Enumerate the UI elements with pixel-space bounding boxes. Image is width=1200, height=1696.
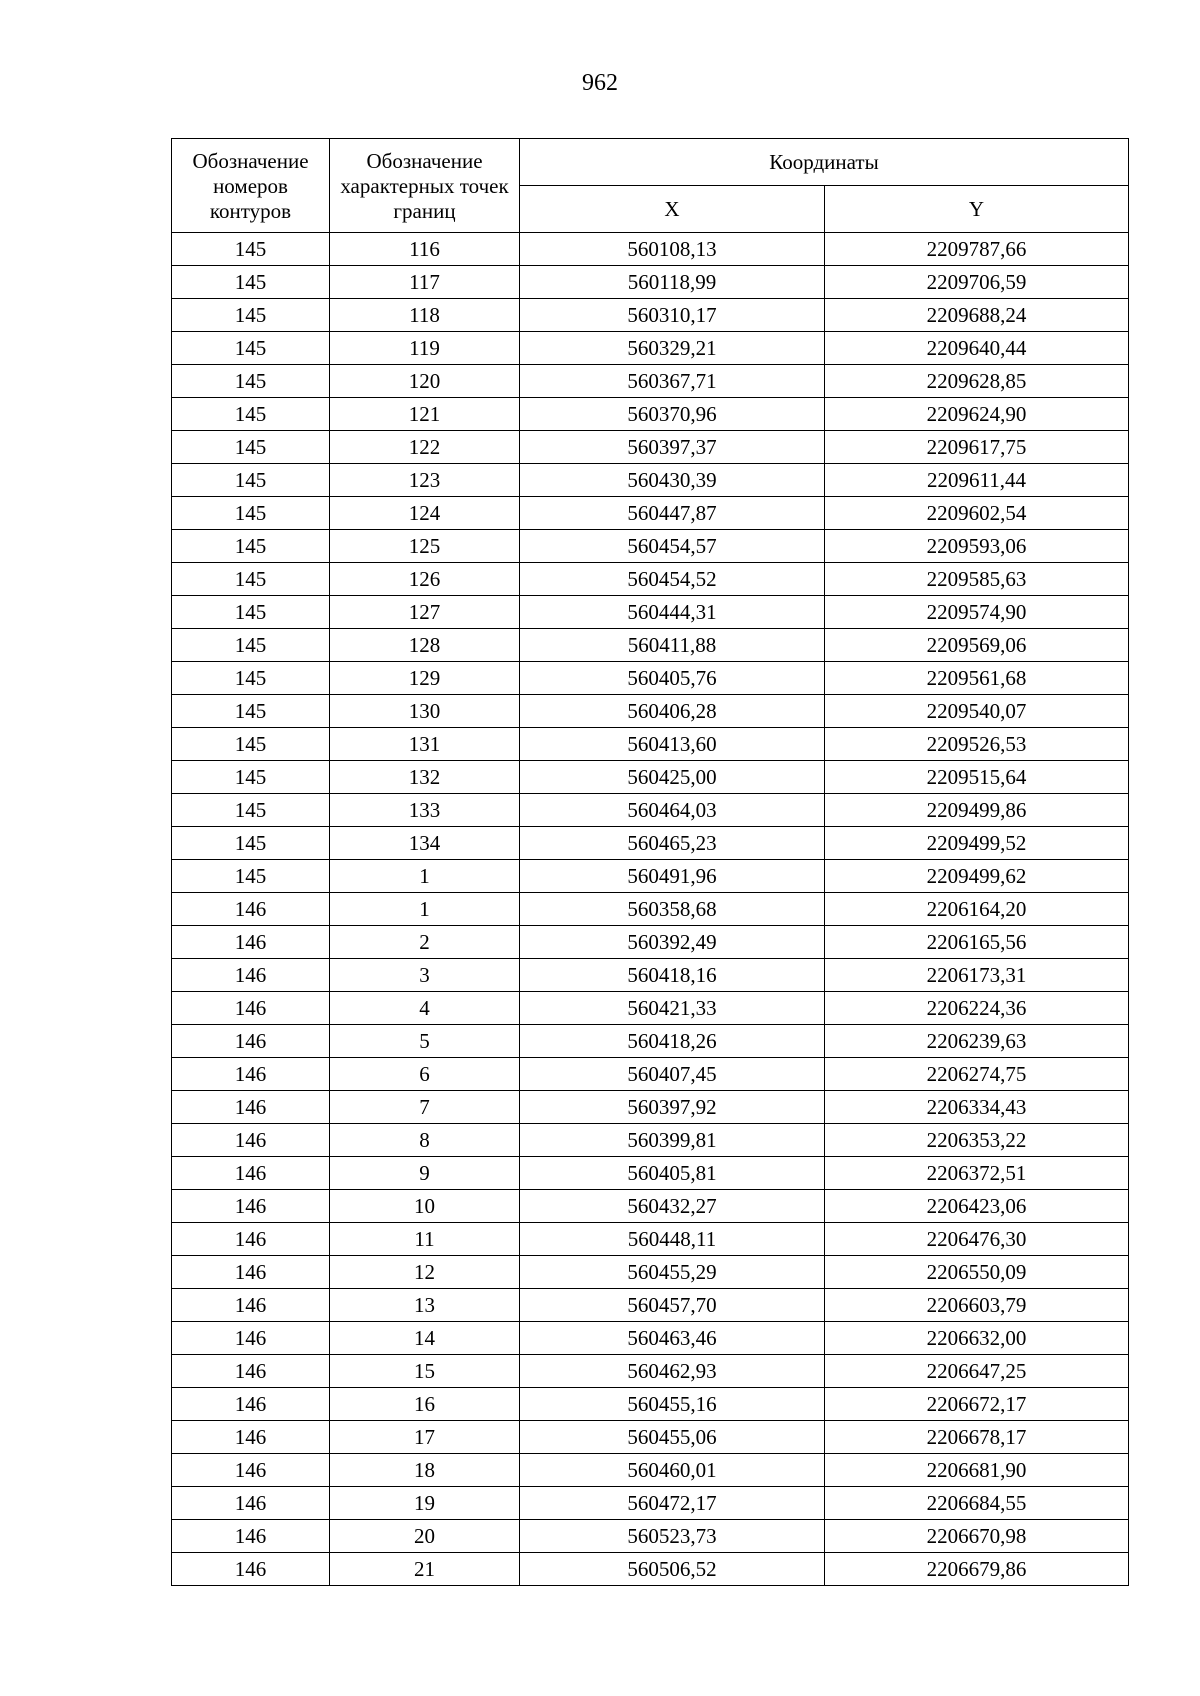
table-row	[172, 1157, 1129, 1190]
table-row	[172, 860, 1129, 893]
cell-point: 126	[330, 563, 520, 596]
table-row	[172, 959, 1129, 992]
header-boundary-points: Обозначение характерных точек границ	[330, 139, 520, 233]
table-row	[172, 1223, 1129, 1256]
cell-x: 560454,52	[520, 563, 825, 596]
cell-y: 2206632,00	[825, 1322, 1129, 1355]
table-row	[172, 398, 1129, 431]
coordinates-table	[171, 138, 1129, 1586]
cell-point: 13	[330, 1289, 520, 1322]
cell-contour: 146	[172, 1058, 330, 1091]
cell-y: 2209499,52	[825, 827, 1129, 860]
cell-contour: 145	[172, 299, 330, 332]
cell-point: 116	[330, 233, 520, 266]
cell-x: 560457,70	[520, 1289, 825, 1322]
table-row	[172, 827, 1129, 860]
cell-x: 560310,17	[520, 299, 825, 332]
cell-point: 125	[330, 530, 520, 563]
table-row	[172, 992, 1129, 1025]
cell-point: 7	[330, 1091, 520, 1124]
cell-y: 2209526,53	[825, 728, 1129, 761]
cell-point: 133	[330, 794, 520, 827]
cell-x: 560447,87	[520, 497, 825, 530]
cell-contour: 145	[172, 497, 330, 530]
cell-x: 560413,60	[520, 728, 825, 761]
cell-contour: 145	[172, 563, 330, 596]
cell-x: 560454,57	[520, 530, 825, 563]
table-row	[172, 1553, 1129, 1586]
cell-contour: 146	[172, 1157, 330, 1190]
cell-point: 123	[330, 464, 520, 497]
cell-x: 560462,93	[520, 1355, 825, 1388]
cell-y: 2206678,17	[825, 1421, 1129, 1454]
page-number: 962	[582, 70, 618, 96]
table-row	[172, 1487, 1129, 1520]
cell-contour: 145	[172, 596, 330, 629]
cell-point: 14	[330, 1322, 520, 1355]
cell-x: 560464,03	[520, 794, 825, 827]
cell-point: 2	[330, 926, 520, 959]
cell-x: 560472,17	[520, 1487, 825, 1520]
cell-contour: 145	[172, 464, 330, 497]
cell-y: 2206372,51	[825, 1157, 1129, 1190]
table-row	[172, 233, 1129, 266]
cell-y: 2206353,22	[825, 1124, 1129, 1157]
header-coordinates: Координаты	[520, 139, 1129, 186]
cell-contour: 145	[172, 431, 330, 464]
cell-point: 130	[330, 695, 520, 728]
cell-y: 2209787,66	[825, 233, 1129, 266]
cell-y: 2206476,30	[825, 1223, 1129, 1256]
cell-point: 124	[330, 497, 520, 530]
cell-x: 560329,21	[520, 332, 825, 365]
cell-point: 134	[330, 827, 520, 860]
cell-y: 2209617,75	[825, 431, 1129, 464]
cell-y: 2209628,85	[825, 365, 1129, 398]
cell-contour: 146	[172, 1190, 330, 1223]
cell-x: 560463,46	[520, 1322, 825, 1355]
cell-x: 560397,37	[520, 431, 825, 464]
table-row	[172, 266, 1129, 299]
table-row	[172, 1388, 1129, 1421]
cell-y: 2209706,59	[825, 266, 1129, 299]
cell-contour: 145	[172, 728, 330, 761]
table-row	[172, 695, 1129, 728]
cell-y: 2206684,55	[825, 1487, 1129, 1520]
cell-point: 6	[330, 1058, 520, 1091]
cell-x: 560506,52	[520, 1553, 825, 1586]
cell-point: 12	[330, 1256, 520, 1289]
table-row	[172, 1025, 1129, 1058]
table-row	[172, 1454, 1129, 1487]
cell-y: 2209569,06	[825, 629, 1129, 662]
cell-point: 4	[330, 992, 520, 1025]
cell-point: 118	[330, 299, 520, 332]
cell-x: 560448,11	[520, 1223, 825, 1256]
cell-y: 2206550,09	[825, 1256, 1129, 1289]
cell-y: 2206672,17	[825, 1388, 1129, 1421]
cell-point: 9	[330, 1157, 520, 1190]
cell-point: 20	[330, 1520, 520, 1553]
cell-x: 560465,23	[520, 827, 825, 860]
cell-contour: 146	[172, 926, 330, 959]
cell-y: 2206679,86	[825, 1553, 1129, 1586]
cell-point: 127	[330, 596, 520, 629]
cell-y: 2209561,68	[825, 662, 1129, 695]
cell-point: 129	[330, 662, 520, 695]
header-y: Y	[825, 186, 1129, 233]
cell-contour: 146	[172, 1454, 330, 1487]
cell-x: 560421,33	[520, 992, 825, 1025]
cell-x: 560399,81	[520, 1124, 825, 1157]
table-body	[172, 233, 1129, 1586]
cell-contour: 146	[172, 1388, 330, 1421]
cell-x: 560118,99	[520, 266, 825, 299]
cell-x: 560432,27	[520, 1190, 825, 1223]
cell-y: 2209688,24	[825, 299, 1129, 332]
table-row	[172, 497, 1129, 530]
cell-x: 560460,01	[520, 1454, 825, 1487]
cell-contour: 145	[172, 794, 330, 827]
table-row	[172, 1058, 1129, 1091]
cell-y: 2206164,20	[825, 893, 1129, 926]
cell-point: 131	[330, 728, 520, 761]
table-row	[172, 926, 1129, 959]
cell-y: 2206224,36	[825, 992, 1129, 1025]
cell-contour: 146	[172, 1223, 330, 1256]
cell-point: 3	[330, 959, 520, 992]
cell-x: 560367,71	[520, 365, 825, 398]
cell-point: 117	[330, 266, 520, 299]
cell-contour: 145	[172, 761, 330, 794]
cell-point: 120	[330, 365, 520, 398]
cell-x: 560455,06	[520, 1421, 825, 1454]
table-row	[172, 1091, 1129, 1124]
cell-contour: 145	[172, 233, 330, 266]
cell-point: 132	[330, 761, 520, 794]
table-row	[172, 332, 1129, 365]
cell-contour: 146	[172, 1322, 330, 1355]
cell-y: 2209602,54	[825, 497, 1129, 530]
cell-y: 2209499,62	[825, 860, 1129, 893]
table-row	[172, 1322, 1129, 1355]
cell-x: 560411,88	[520, 629, 825, 662]
cell-y: 2209574,90	[825, 596, 1129, 629]
cell-x: 560455,16	[520, 1388, 825, 1421]
cell-y: 2206274,75	[825, 1058, 1129, 1091]
table-row	[172, 761, 1129, 794]
table-row	[172, 563, 1129, 596]
cell-contour: 146	[172, 1124, 330, 1157]
cell-y: 2206165,56	[825, 926, 1129, 959]
cell-y: 2206670,98	[825, 1520, 1129, 1553]
table-row	[172, 1289, 1129, 1322]
cell-y: 2209624,90	[825, 398, 1129, 431]
table-row	[172, 662, 1129, 695]
table-row	[172, 629, 1129, 662]
cell-x: 560405,81	[520, 1157, 825, 1190]
table-row	[172, 1256, 1129, 1289]
cell-x: 560444,31	[520, 596, 825, 629]
cell-x: 560455,29	[520, 1256, 825, 1289]
cell-point: 121	[330, 398, 520, 431]
cell-point: 122	[330, 431, 520, 464]
cell-y: 2206239,63	[825, 1025, 1129, 1058]
table-row	[172, 365, 1129, 398]
cell-x: 560397,92	[520, 1091, 825, 1124]
cell-x: 560358,68	[520, 893, 825, 926]
cell-contour: 146	[172, 893, 330, 926]
cell-contour: 146	[172, 1520, 330, 1553]
table-row	[172, 431, 1129, 464]
table-row	[172, 530, 1129, 563]
cell-y: 2209585,63	[825, 563, 1129, 596]
cell-point: 128	[330, 629, 520, 662]
cell-point: 8	[330, 1124, 520, 1157]
cell-y: 2209499,86	[825, 794, 1129, 827]
cell-point: 15	[330, 1355, 520, 1388]
table-row	[172, 1124, 1129, 1157]
cell-contour: 146	[172, 1091, 330, 1124]
cell-contour: 146	[172, 1421, 330, 1454]
cell-contour: 146	[172, 1289, 330, 1322]
cell-point: 21	[330, 1553, 520, 1586]
cell-y: 2209640,44	[825, 332, 1129, 365]
cell-y: 2206334,43	[825, 1091, 1129, 1124]
table-row	[172, 1520, 1129, 1553]
cell-contour: 146	[172, 1487, 330, 1520]
cell-point: 17	[330, 1421, 520, 1454]
cell-x: 560405,76	[520, 662, 825, 695]
cell-point: 119	[330, 332, 520, 365]
cell-point: 11	[330, 1223, 520, 1256]
table-row	[172, 299, 1129, 332]
cell-y: 2206173,31	[825, 959, 1129, 992]
cell-contour: 146	[172, 992, 330, 1025]
cell-contour: 145	[172, 530, 330, 563]
table-row	[172, 1421, 1129, 1454]
cell-point: 19	[330, 1487, 520, 1520]
cell-y: 2209611,44	[825, 464, 1129, 497]
cell-x: 560407,45	[520, 1058, 825, 1091]
cell-x: 560491,96	[520, 860, 825, 893]
cell-contour: 145	[172, 662, 330, 695]
table-row	[172, 1355, 1129, 1388]
cell-contour: 146	[172, 1256, 330, 1289]
cell-point: 18	[330, 1454, 520, 1487]
cell-x: 560370,96	[520, 398, 825, 431]
cell-contour: 146	[172, 959, 330, 992]
table-row	[172, 596, 1129, 629]
cell-contour: 146	[172, 1355, 330, 1388]
cell-point: 5	[330, 1025, 520, 1058]
table-row	[172, 728, 1129, 761]
cell-contour: 145	[172, 266, 330, 299]
cell-y: 2206603,79	[825, 1289, 1129, 1322]
table-row	[172, 464, 1129, 497]
header-contour-numbers: Обозначение номеров контуров	[172, 139, 330, 233]
cell-contour: 145	[172, 398, 330, 431]
cell-x: 560406,28	[520, 695, 825, 728]
cell-contour: 146	[172, 1025, 330, 1058]
cell-point: 16	[330, 1388, 520, 1421]
table-row	[172, 794, 1129, 827]
cell-point: 1	[330, 893, 520, 926]
cell-point: 1	[330, 860, 520, 893]
cell-y: 2209593,06	[825, 530, 1129, 563]
cell-y: 2209540,07	[825, 695, 1129, 728]
cell-x: 560418,16	[520, 959, 825, 992]
table-row	[172, 1190, 1129, 1223]
cell-x: 560430,39	[520, 464, 825, 497]
cell-x: 560425,00	[520, 761, 825, 794]
table-row	[172, 893, 1129, 926]
cell-point: 10	[330, 1190, 520, 1223]
cell-contour: 145	[172, 827, 330, 860]
cell-y: 2206681,90	[825, 1454, 1129, 1487]
cell-x: 560523,73	[520, 1520, 825, 1553]
cell-contour: 145	[172, 860, 330, 893]
cell-x: 560418,26	[520, 1025, 825, 1058]
header-x: X	[520, 186, 825, 233]
cell-y: 2209515,64	[825, 761, 1129, 794]
cell-y: 2206423,06	[825, 1190, 1129, 1223]
cell-contour: 145	[172, 365, 330, 398]
cell-x: 560108,13	[520, 233, 825, 266]
cell-contour: 146	[172, 1553, 330, 1586]
cell-contour: 145	[172, 695, 330, 728]
cell-contour: 145	[172, 332, 330, 365]
cell-y: 2206647,25	[825, 1355, 1129, 1388]
cell-contour: 145	[172, 629, 330, 662]
cell-x: 560392,49	[520, 926, 825, 959]
